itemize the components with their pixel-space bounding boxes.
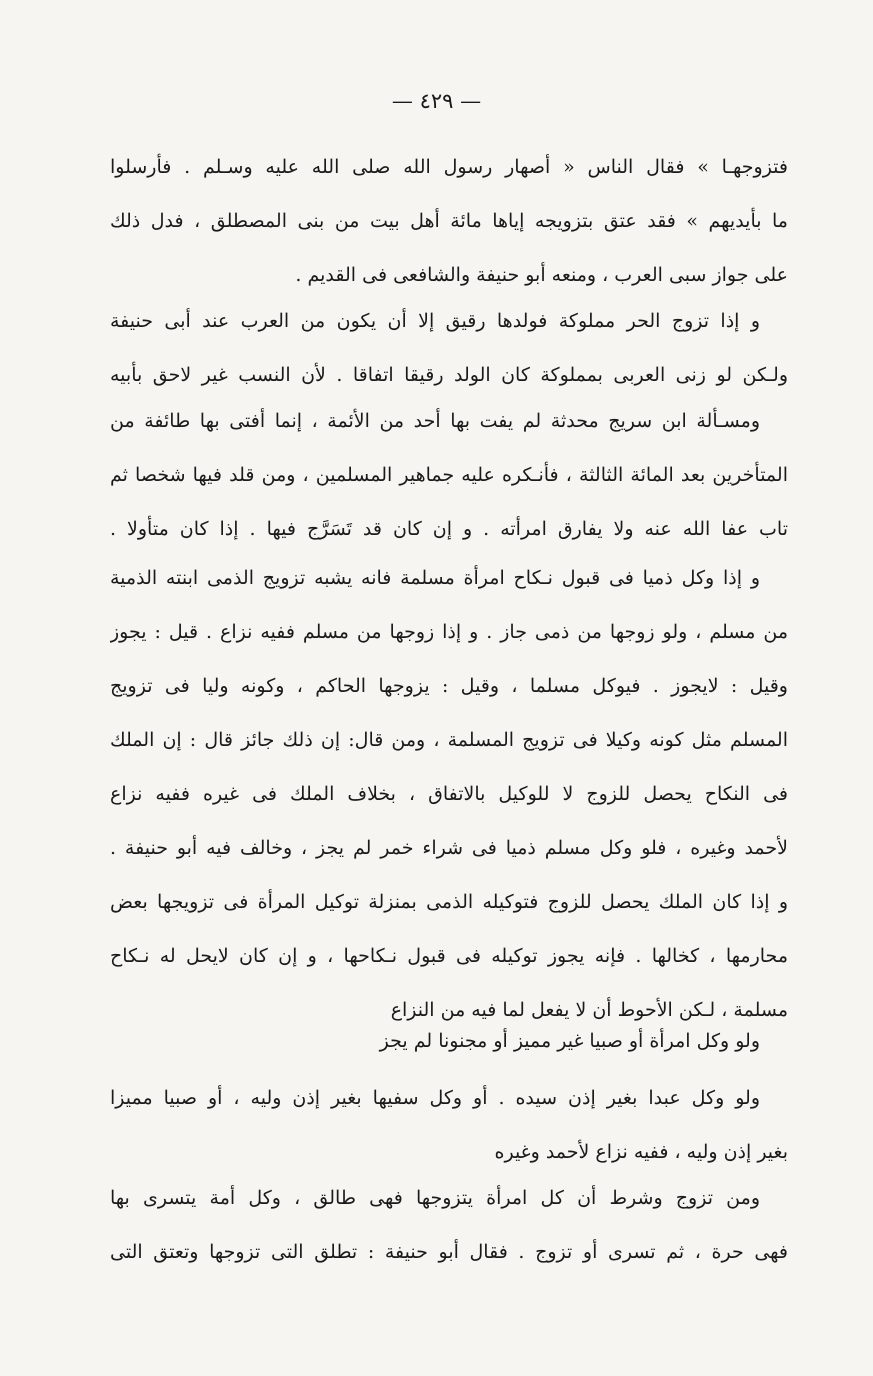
text-line: ولو وكل امرأة أو صبيا غير مميز أو مجنونا لم يجز <box>379 1030 760 1052</box>
text-line: فى النكاح يحصل للزوج لا للوكيل بالاتفاق ، بخلاف الملك فى غيره ففيه نزاع <box>110 783 788 805</box>
paragraph <box>110 140 788 302</box>
text-line: ومسـألة ابن سريج محدثة لم يفت بها أحد من الأئمة ، إنما أفتى بها طائفة من <box>110 410 760 432</box>
text-line: وقيل : لايجوز . فيوكل مسلما ، وقيل : يزوجها الحاكم ، وكونه وليا فى تزويج <box>110 675 788 697</box>
text-line: فتزوجهـا » فقال الناس « أصهار رسول الله صلى الله عليه وسـلم . فأرسلوا <box>110 156 788 178</box>
text-line: و إذا تزوج الحر مملوكة فولدها رقيق إلا أن يكون من العرب عند أبى حنيفة <box>110 310 760 332</box>
text-line: ومن تزوج وشرط أن كل امرأة يتزوجها فهى طالق ، وكل أمة يتسرى بها <box>110 1187 760 1209</box>
text-line: ولو وكل عبدا بغير إذن سيده . أو وكل سفيها بغير إذن وليه ، أو صبيا مميزا <box>110 1087 760 1109</box>
paragraph <box>110 394 788 556</box>
text-line: لأحمد وغيره ، فلو وكل مسلم ذميا فى شراء خمر لم يجز ، وخالف فيه أبو حنيفة . <box>110 837 788 859</box>
text-line: مسلمة ، لـكن الأحوط أن لا يفعل لما فيه من النزاع <box>390 999 788 1021</box>
text-line: محارمها ، كخالها . فإنه يجوز توكيله فى قبول نـكاحها ، و إن كان لايحل له نـكاح <box>110 945 788 967</box>
text-line: بغير إذن وليه ، ففيه نزاع لأحمد وغيره <box>494 1141 788 1163</box>
page-number: — ٤٢٩ — <box>391 89 482 113</box>
text-line: ما بأيديهم » فقد عتق بتزويجه إياها مائة أهل بيت من بنى المصطلق ، فدل ذلك <box>110 210 788 232</box>
paragraph <box>110 1071 788 1179</box>
text-line: و إذا كان الملك يحصل للزوج فتوكيله الذمى بمنزلة توكيل المرأة فى تزويجها بعض <box>110 891 788 913</box>
paragraph <box>110 294 788 402</box>
paragraph <box>110 1014 788 1068</box>
paragraph <box>110 551 788 1037</box>
text-line: تاب عفا الله عنه ولا يفارق امرأته . و إن كان قد تَسَرَّج فيها . إذا كان متأولا . <box>110 518 788 540</box>
text-line: المتأخرين بعد المائة الثالثة ، فأنـكره عليه جماهير المسلمين ، ومن قلد فيها شخصا ثم <box>110 464 788 486</box>
text-line: المسلم مثل كونه وكيلا فى تزويج المسلمة ، ومن قال: إن ذلك جائز قال : إن الملك <box>110 729 788 751</box>
text-line: على جواز سبى العرب ، ومنعه أبو حنيفة والشافعى فى القديم . <box>295 264 788 286</box>
paragraph <box>110 1171 788 1279</box>
text-line: و إذا وكل ذميا فى قبول نـكاح امرأة مسلمة فانه يشبه تزويج الذمى ابنته الذمية <box>110 567 760 589</box>
text-line: ولـكن لو زنى العربى بمملوكة كان الولد رقيقا اتفاقا . لأن النسب غير لاحق بأبيه <box>110 364 788 386</box>
text-line: من مسلم ، ولو زوجها من ذمى جاز . و إذا زوجها من مسلم ففيه نزاع . قيل : يجوز <box>110 621 788 643</box>
text-line: فهى حرة ، ثم تسرى أو تزوج . فقال أبو حنيفة : تطلق التى تزوجها وتعتق التى <box>110 1241 788 1263</box>
